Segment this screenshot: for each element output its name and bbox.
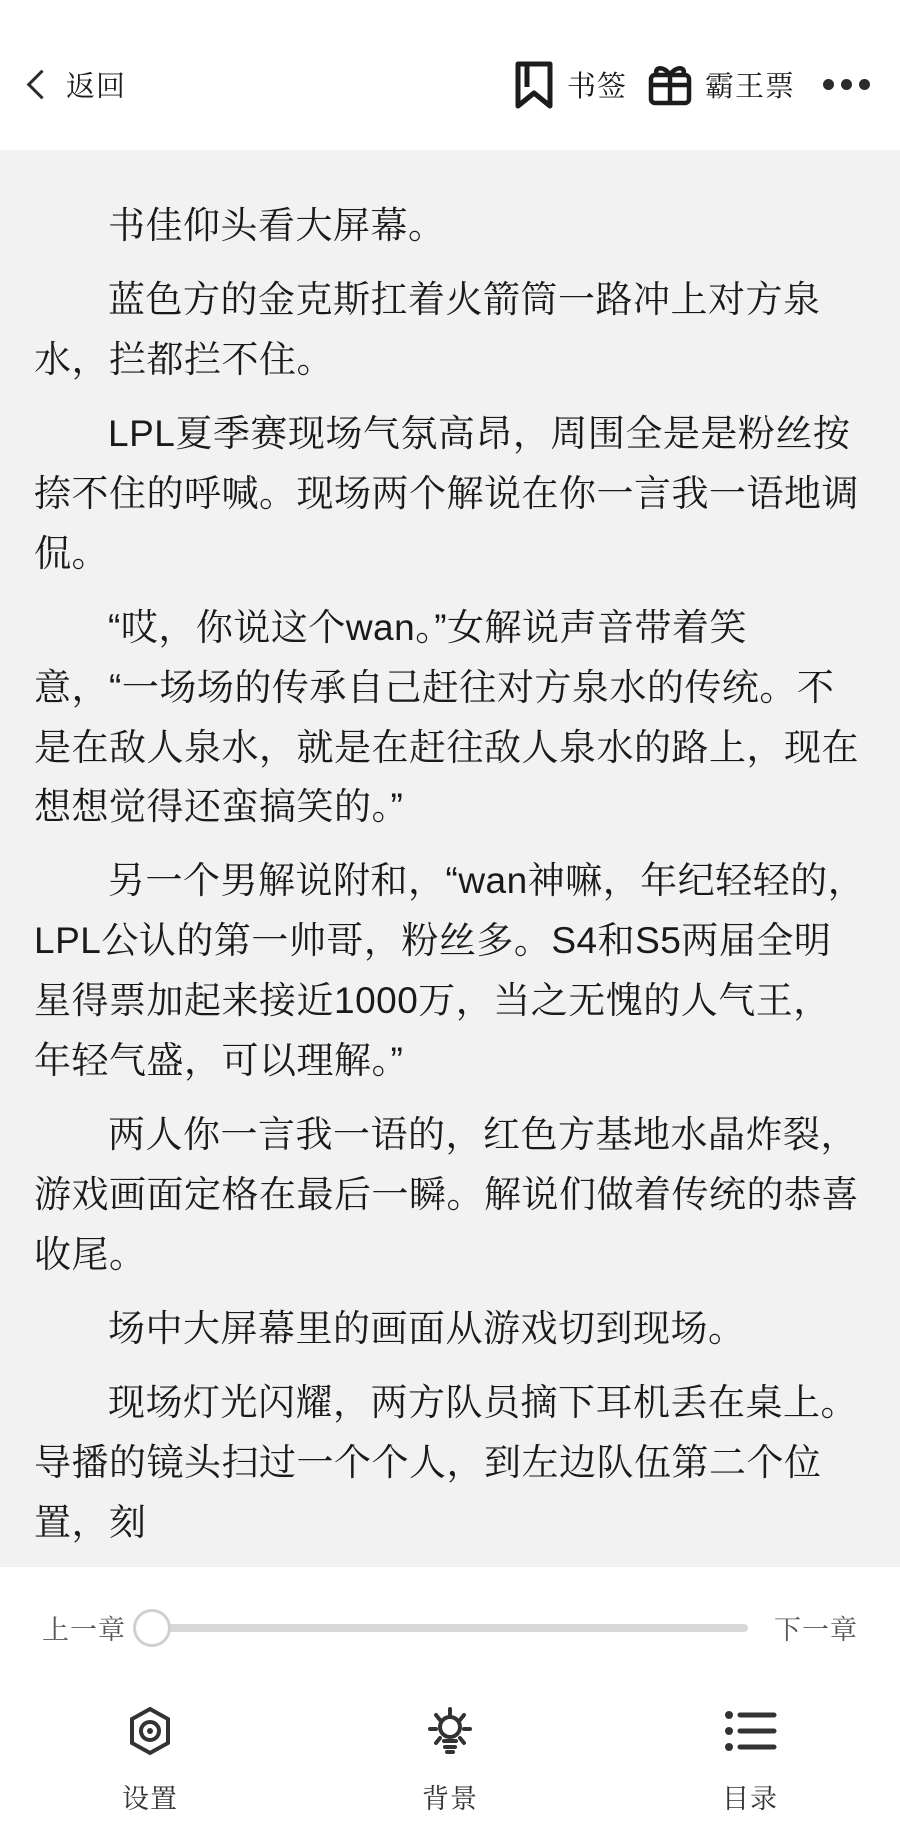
ticket-label: 霸王票 (704, 70, 795, 103)
reader-content[interactable] (0, 150, 900, 1567)
tab-settings[interactable] (50, 1705, 250, 1816)
paragraph: 另一个男解说附和，“wan神嘛，年纪轻轻的，LPL公认的第一帅哥，粉丝多。S4和S5两届全明星得票加起来接近1000万，当之无愧的人气王，年轻气盛，可以理解。” (34, 860, 866, 1082)
ticket-button[interactable] (647, 61, 795, 107)
slider-knob[interactable] (133, 1609, 171, 1647)
bottom-tabs (0, 1671, 900, 1816)
tab-catalog[interactable] (650, 1705, 850, 1816)
bookmark-icon (513, 61, 555, 107)
list-menu-icon (724, 1705, 776, 1757)
next-chapter-button[interactable]: 下一章 (774, 1615, 858, 1646)
paragraph: 蓝色方的金克斯扛着火箭筒一路冲上对方泉水，拦都拦不住。 (34, 278, 821, 380)
brightness-icon (424, 1705, 476, 1757)
back-label: 返回 (66, 70, 127, 103)
paragraph: 场中大屏幕里的画面从游戏切到现场。 (108, 1307, 746, 1349)
paragraph: 书佳仰头看大屏幕。 (108, 205, 446, 246)
paragraph: “哎，你说这个wan。”女解说声音带着笑意，“一场场的传承自己赶往对方泉水的传统。不是在敌人泉水，就是在赶往敌人泉水的路上，现在想想觉得还蛮搞笑的。” (34, 606, 859, 828)
prev-chapter-button[interactable]: 上一章 (42, 1615, 126, 1646)
gift-ticket-icon (647, 61, 693, 107)
top-bar-actions (513, 43, 870, 107)
bookmark-button[interactable] (513, 61, 627, 107)
more-horizontal-icon[interactable] (823, 79, 870, 90)
paragraph: 现场灯光闪耀，两方队员摘下耳机丢在桌上。导播的镜头扫过一个个人，到左边队伍第二个位置，刻 (34, 1381, 858, 1543)
chevron-left-icon (24, 71, 50, 97)
bottom-bar (0, 1567, 900, 1842)
back-button[interactable] (24, 46, 126, 105)
chapter-progress-row (0, 1585, 900, 1671)
top-bar (0, 0, 900, 150)
paragraph: 两人你一言我一语的，红色方基地水晶炸裂，游戏画面定格在最后一瞬。解说们做着传统的恭喜收尾。 (34, 1114, 859, 1275)
chapter-progress-slider[interactable] (152, 1608, 748, 1648)
tab-settings-label: 设置 (122, 1783, 178, 1814)
paragraph: LPL夏季赛现场气氛高昂，周围全是是粉丝按捺不住的呼喊。现场两个解说在你一言我一语地调侃。 (34, 412, 859, 574)
slider-track (152, 1624, 748, 1632)
bookmark-label: 书签 (566, 70, 627, 103)
tab-catalog-label: 目录 (722, 1783, 778, 1814)
tab-background-label: 背景 (422, 1783, 478, 1814)
tab-background[interactable] (350, 1705, 550, 1816)
settings-gear-icon (124, 1705, 176, 1757)
